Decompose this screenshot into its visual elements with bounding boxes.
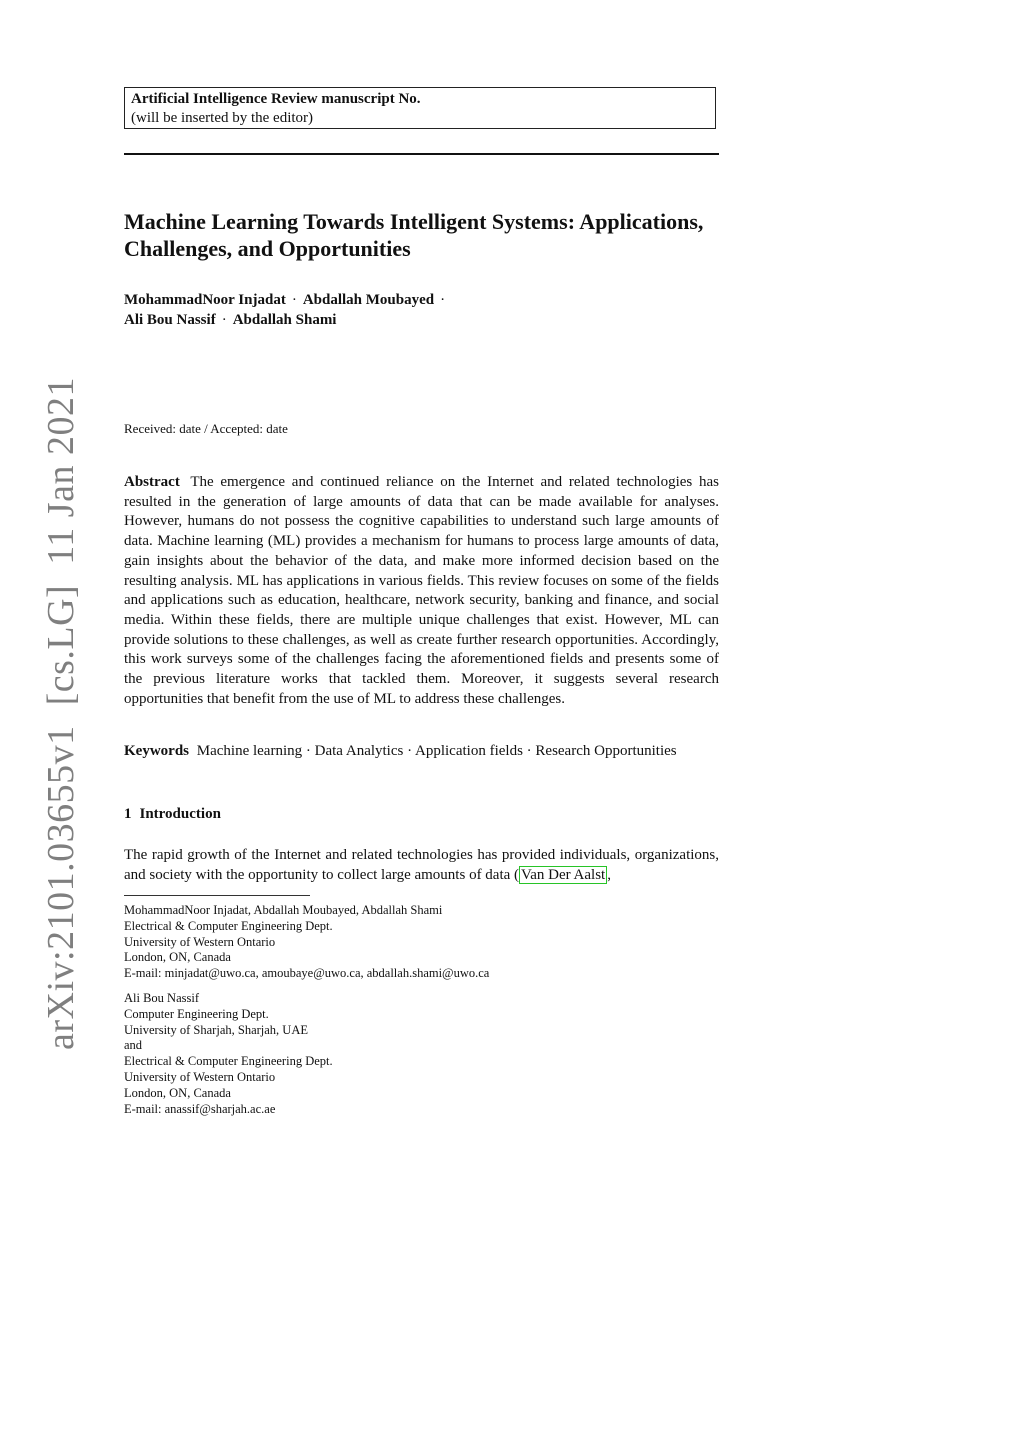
footnote-email: E-mail: anassif@sharjah.ac.ae xyxy=(124,1101,276,1116)
abstract xyxy=(124,473,719,709)
author-separator: · xyxy=(221,312,227,328)
footnote-line: University of Sharjah, Sharjah, UAE xyxy=(124,1022,308,1037)
author-name: Abdallah Moubayed xyxy=(302,292,435,308)
author-separator: · xyxy=(440,292,446,308)
paper-title: Machine Learning Towards Intelligent Systems: Applications, Challenges, and Opportunities xyxy=(124,209,704,261)
arxiv-identifier-stamp: arXiv:2101.03655v1 [cs.LG] 11 Jan 2021 xyxy=(40,377,82,1050)
citation-link[interactable]: Van Der Aalst xyxy=(521,867,606,883)
received-date: Received: date / Accepted: date xyxy=(124,421,288,436)
keywords xyxy=(124,742,724,761)
keywords-text: Machine learning · Data Analytics · Application fields · Research Opportunities xyxy=(196,743,677,759)
keywords-label: Keywords xyxy=(124,743,189,759)
footnote-line: Electrical & Computer Engineering Dept. xyxy=(124,1054,333,1069)
affiliation-footnote-1 xyxy=(124,903,489,982)
author-line-2 xyxy=(124,310,451,330)
author-name: Ali Bou Nassif xyxy=(124,312,216,328)
footnote-line: London, ON, Canada xyxy=(124,1085,231,1100)
author-name: Abdallah Shami xyxy=(232,312,337,328)
introduction-paragraph xyxy=(124,845,719,885)
abstract-text: The emergence and continued reliance on the Internet and related technologies has resulted in the generation of large amounts of data that can be made available for analyses. However, humans do not possess the cognitive capabilities to understand such large amounts of data. Machine learning (ML) provides a mechanism for humans to process large amounts of data, gain insights about the behavior of the data, and make more informed decision based on the resulting analysis. ML has applications in various fields. This review focuses on some of the fields and applications such as education, healthcare, network security, banking and finance, and social media. Within these fields, there are multiple unique challenges that exist. However, ML can provide solutions to these challenges, as well as create further research opportunities. Accordingly, this work surveys some of the challenges facing the aforementioned fields and presents some of the previous literature works that tackled them. Moreover, it suggests several research opportunities that benefit from the use of ML to address these challenges. xyxy=(124,474,719,707)
intro-text: The rapid growth of the Internet and related technologies has provided individuals, organizations, and society with the opportunity to collect large amounts of data ( xyxy=(124,847,719,883)
affiliation-footnote-2 xyxy=(124,991,333,1117)
footnote-line: Ali Bou Nassif xyxy=(124,991,199,1005)
section-heading-introduction xyxy=(124,806,229,823)
author-list xyxy=(124,290,451,330)
footnote-rule xyxy=(124,895,310,896)
journal-header-box xyxy=(124,87,716,129)
footnote-line: University of Western Ontario xyxy=(124,934,276,949)
footnote-line: University of Western Ontario xyxy=(124,1069,276,1084)
section-title: Introduction xyxy=(139,806,221,822)
footnote-email: E-mail: minjadat@uwo.ca, amoubaye@uwo.ca, abdallah.shami@uwo.ca xyxy=(124,966,490,981)
journal-title: Artificial Intelligence Review manuscript No. xyxy=(131,91,421,107)
intro-text-tail: , xyxy=(607,867,611,883)
author-name: MohammadNoor Injadat xyxy=(124,292,286,308)
journal-note: (will be inserted by the editor) xyxy=(131,110,314,126)
section-number: 1 xyxy=(124,806,132,822)
author-separator: · xyxy=(291,292,297,308)
author-line-1 xyxy=(124,290,451,310)
footnote-line: London, ON, Canada xyxy=(124,950,231,965)
footnote-line: Computer Engineering Dept. xyxy=(124,1006,269,1021)
header-rule xyxy=(124,153,719,155)
footnote-line: MohammadNoor Injadat, Abdallah Moubayed, Abdallah Shami xyxy=(124,903,443,917)
footnote-line: and xyxy=(124,1038,143,1053)
footnote-line: Electrical & Computer Engineering Dept. xyxy=(124,918,333,933)
abstract-label: Abstract xyxy=(124,474,180,490)
